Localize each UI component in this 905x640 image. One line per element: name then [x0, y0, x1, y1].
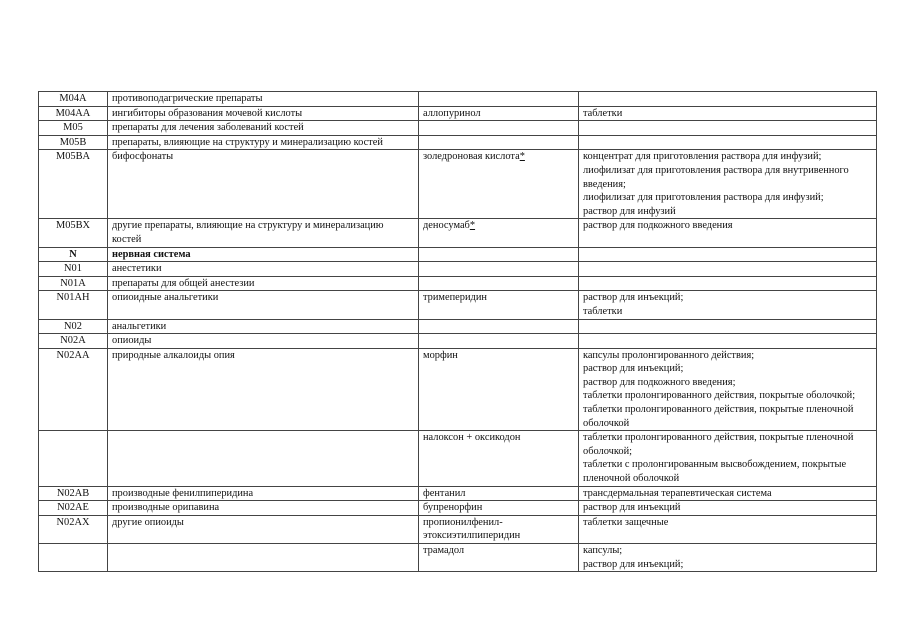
drug-name: пропионилфенил-этоксиэтилпиперидин	[423, 516, 521, 542]
drug-name-cell	[419, 486, 579, 501]
anatomical-therapeutic-group-cell: препараты для лечения заболеваний костей	[108, 121, 419, 136]
drug-name: налоксон + оксикодон	[423, 432, 521, 444]
drug-name-cell	[419, 106, 579, 121]
drug-name: трамадол	[423, 545, 465, 556]
drug-name-cell	[419, 319, 579, 334]
atc-code-cell: N02AX	[39, 515, 108, 543]
drug-name-cell	[419, 501, 579, 516]
drug-name: морфин	[423, 349, 458, 361]
dosage-form-cell	[579, 334, 877, 349]
drug-name: фентанил	[423, 487, 466, 499]
dosage-form-cell: концентрат для приготовления раствора для инфузий; лиофилизат для приготовления раствора для внутривенного введения; лиофилизат для приготовления раствора для инфузий; раствор для инфузий	[579, 150, 877, 219]
dosage-form-cell: раствор для инъекций	[579, 501, 877, 516]
anatomical-therapeutic-group-cell: нервная система	[108, 247, 419, 262]
dosage-form-cell: капсулы; раствор для инъекций;	[579, 544, 877, 572]
dosage-form-cell: таблетки пролонгированного действия, покрытые пленочной оболочкой; таблетки с пролонгированным высвобождением, покрытые пленочной оболочкой	[579, 431, 877, 486]
atc-code-cell: M05	[39, 121, 108, 136]
table-row	[39, 431, 877, 486]
drug-name: тримеперидин	[423, 292, 487, 304]
dosage-form-cell	[579, 276, 877, 291]
atc-code-cell: M05BA	[39, 150, 108, 219]
anatomical-therapeutic-group-cell: бифосфонаты	[108, 150, 419, 219]
table-row	[39, 121, 877, 136]
drug-name-cell	[419, 219, 579, 247]
atc-code-cell: M05BX	[39, 219, 108, 247]
drug-name: бупренорфин	[423, 502, 483, 514]
table-row	[39, 135, 877, 150]
atc-code-cell	[39, 544, 108, 572]
drug-name-cell	[419, 247, 579, 262]
dosage-form-cell	[579, 92, 877, 107]
dosage-form-cell	[579, 319, 877, 334]
anatomical-therapeutic-group-cell: другие опиоиды	[108, 515, 419, 543]
table-row	[39, 348, 877, 431]
table-body	[39, 92, 877, 572]
atc-code-cell: N02AB	[39, 486, 108, 501]
table-row	[39, 150, 877, 219]
anatomical-therapeutic-group-cell: ингибиторы образования мочевой кислоты	[108, 106, 419, 121]
drug-name-cell	[419, 135, 579, 150]
dosage-form-cell: таблетки защечные	[579, 515, 877, 543]
atc-code-cell: N02A	[39, 334, 108, 349]
table-row	[39, 291, 877, 319]
anatomical-therapeutic-group-cell: опиоиды	[108, 334, 419, 349]
drug-name-cell	[419, 515, 579, 543]
drug-name-cell	[419, 262, 579, 277]
atc-code-cell: N02AA	[39, 348, 108, 431]
table-row	[39, 515, 877, 543]
dosage-form-cell	[579, 135, 877, 150]
drug-name-cell	[419, 431, 579, 486]
drug-name-cell	[419, 544, 579, 572]
dosage-form-cell: таблетки	[579, 106, 877, 121]
drug-name-cell	[419, 92, 579, 107]
anatomical-therapeutic-group-cell: опиоидные анальгетики	[108, 291, 419, 319]
drug-name-cell	[419, 121, 579, 136]
atc-code-cell: N01A	[39, 276, 108, 291]
anatomical-therapeutic-group-cell: противоподагрические препараты	[108, 92, 419, 107]
atc-code-cell	[39, 431, 108, 486]
table-row	[39, 106, 877, 121]
dosage-form-cell	[579, 262, 877, 277]
atc-code-cell: N01	[39, 262, 108, 277]
dosage-form-cell: трансдермальная терапевтическая система	[579, 486, 877, 501]
table-row	[39, 262, 877, 277]
atc-code-cell: N02AE	[39, 501, 108, 516]
drug-name: деносумаб	[423, 220, 470, 232]
drug-name-cell	[419, 291, 579, 319]
anatomical-therapeutic-group-cell: производные фенилпиперидина	[108, 486, 419, 501]
asterisk-mark: *	[469, 220, 476, 232]
dosage-form-cell: капсулы пролонгированного действия; раствор для инъекций; раствор для подкожного введения; таблетки пролонгированного действия, покрытые оболочкой; таблетки пролонгированного действия, покрытые пленочной оболочкой	[579, 348, 877, 431]
atc-code-cell: N01AH	[39, 291, 108, 319]
anatomical-therapeutic-group-cell: анестетики	[108, 262, 419, 277]
anatomical-therapeutic-group-cell	[108, 544, 419, 572]
anatomical-therapeutic-group-cell: препараты для общей анестезии	[108, 276, 419, 291]
dosage-form-cell	[579, 247, 877, 262]
drug-name-cell	[419, 276, 579, 291]
drug-name-cell	[419, 348, 579, 431]
anatomical-therapeutic-group-cell	[108, 431, 419, 486]
table-row	[39, 334, 877, 349]
table-row	[39, 486, 877, 501]
atc-code-cell: M04A	[39, 92, 108, 107]
table-row	[39, 501, 877, 516]
atc-code-cell: N	[39, 247, 108, 262]
asterisk-mark: *	[519, 151, 525, 163]
drug-name-cell	[419, 150, 579, 219]
table-row	[39, 219, 877, 247]
table-row	[39, 276, 877, 291]
table-row	[39, 92, 877, 107]
table-row	[39, 247, 877, 262]
dosage-form-cell	[579, 121, 877, 136]
drug-name: золедроновая кислота	[423, 151, 520, 163]
atc-code-cell: M04AA	[39, 106, 108, 121]
table-row	[39, 544, 877, 572]
atc-code-cell: M05B	[39, 135, 108, 150]
anatomical-therapeutic-group-cell: препараты, влияющие на структуру и минерализацию костей	[108, 135, 419, 150]
anatomical-therapeutic-group-cell: природные алкалоиды опия	[108, 348, 419, 431]
atc-code-cell: N02	[39, 319, 108, 334]
dosage-form-cell: раствор для подкожного введения	[579, 219, 877, 247]
dosage-form-cell: раствор для инъекций; таблетки	[579, 291, 877, 319]
anatomical-therapeutic-group-cell: анальгетики	[108, 319, 419, 334]
drug-name: аллопуринол	[423, 107, 481, 119]
drug-classification-table	[38, 91, 877, 572]
drug-name-cell	[419, 334, 579, 349]
anatomical-therapeutic-group-cell: другие препараты, влияющие на структуру и минерализацию костей	[108, 219, 419, 247]
anatomical-therapeutic-group-cell: производные орипавина	[108, 501, 419, 516]
table-row	[39, 319, 877, 334]
